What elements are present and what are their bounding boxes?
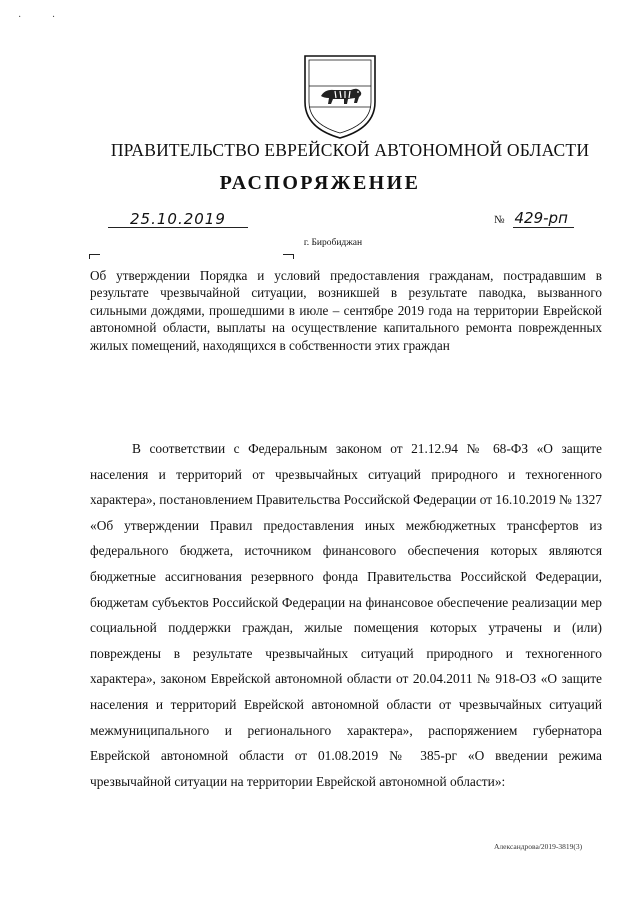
document-date: 25.10.2019 (108, 210, 248, 228)
document-footer-code: Александрова/2019-3819(3) (494, 842, 583, 851)
document-number-field (494, 210, 574, 228)
subject-left-bracket (89, 254, 100, 259)
document-number: 429-рп (513, 210, 574, 228)
number-sign: № (494, 214, 505, 226)
subject-right-bracket (283, 254, 294, 259)
coat-of-arms-tiger-icon (301, 52, 379, 140)
organization-name: ПРАВИТЕЛЬСТВО ЕВРЕЙСКОЙ АВТОНОМНОЙ ОБЛАСТИ (110, 140, 590, 160)
document-subject: Об утверждении Порядка и условий предоставления гражданам, пострадавшим в результате чрезвычайной ситуации, возникшей в результате паводка, вызванного сильными дождями, прошедшими в июле – сентябре 2019 года на территории Еврейской автономной области, выплаты на осуществление капитального ремонта поврежденных жилых помещений, находящихся в собственности этих граждан (90, 268, 602, 353)
scan-dots: · · (18, 12, 70, 23)
city-label: г. Биробиджан (303, 238, 363, 248)
document-body-paragraph: В соответствии с Федеральным законом от 21.12.94 № 68-ФЗ «О защите населения и территорий от чрезвычайных ситуаций природного и техногенного характера», постановлением Правительства Российской Федерации от 16.10.2019 № 1327 «Об утверждении Правил предоставления иных межбюджетных трансфертов из федерального бюджета, источником финансового обеспечения которых являются бюджетные ассигнования резервного фонда Правительства Российской Федерации, бюджетам субъектов Российской Федерации на финансовое обеспечение реализации мер социальной поддержки граждан, жилые помещения которых утрачены и (или) повреждены в результате чрезвычайных ситуаций природного и техногенного характера», законом Еврейской автономной области от 20.04.2011 № 918-ОЗ «О защите населения и территорий Еврейской автономной области от чрезвычайных ситуаций межмуниципального и регионального характера», распоряжением губернатора Еврейской автономной области от 01.08.2019 № 385-рг «О введении режима чрезвычайной ситуации на территории Еврейской автономной области»: (90, 441, 602, 789)
document-type-title: РАСПОРЯЖЕНИЕ (219, 172, 421, 194)
